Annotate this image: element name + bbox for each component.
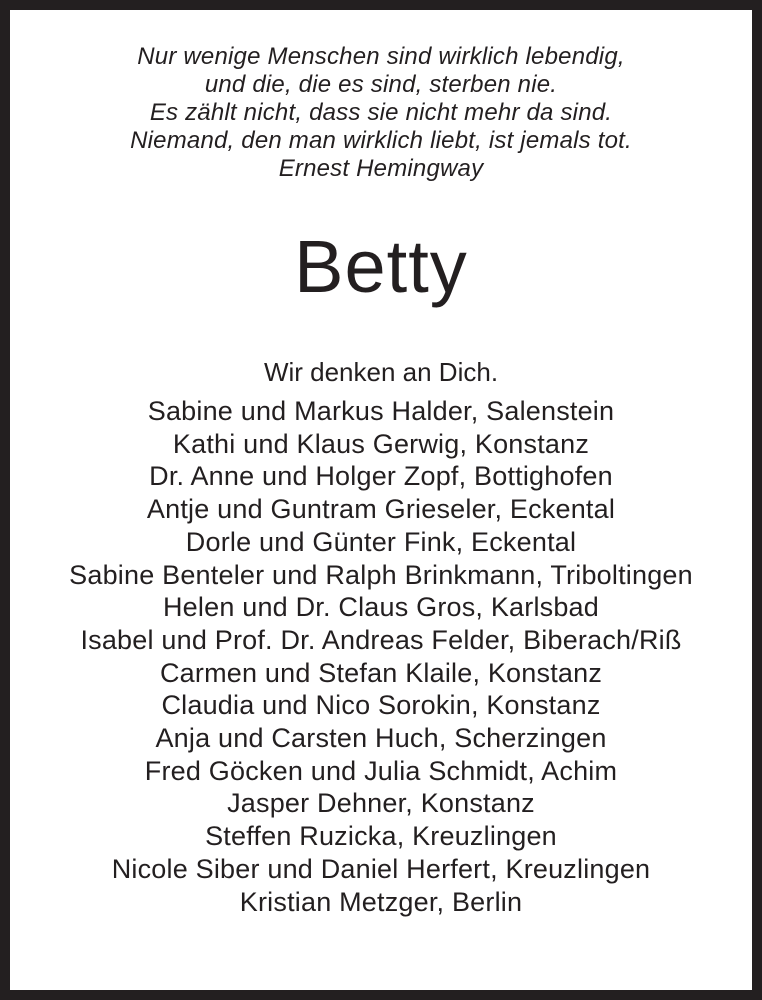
mourner-line: Carmen und Stefan Klaile, Konstanz	[159, 657, 603, 688]
mourner-line: Antje und Guntram Grieseler, Eckental	[146, 494, 616, 525]
mourner-line: Fred Göcken und Julia Schmidt, Achim	[144, 755, 618, 786]
mourner-line: Sabine Benteler und Ralph Brinkmann, Triboltingen	[69, 559, 693, 590]
mourner-line: Claudia und Nico Sorokin, Konstanz	[161, 690, 601, 721]
mourner-line: Sabine und Markus Halder, Salenstein	[147, 396, 615, 426]
quote-attribution: Ernest Hemingway	[278, 155, 484, 182]
deceased-name: Betty	[294, 225, 468, 308]
mourners-list	[10, 395, 752, 918]
mourner-line: Dr. Anne und Holger Zopf, Bottighofen	[149, 461, 613, 492]
quote-line: und die, die es sind, sterben nie.	[204, 71, 558, 98]
mourner-line: Kristian Metzger, Berlin	[239, 886, 523, 917]
mourner-line: Nicole Siber und Daniel Herfert, Kreuzlingen	[111, 853, 651, 884]
quote-line: Es zählt nicht, dass sie nicht mehr da sind.	[149, 99, 613, 126]
mourner-line: Kathi und Klaus Gerwig, Konstanz	[172, 428, 590, 459]
mourner-line: Helen und Dr. Claus Gros, Karlsbad	[162, 592, 599, 623]
quote-line: Niemand, den man wirklich liebt, ist jemals tot.	[130, 127, 632, 154]
dedication-text: Wir denken an Dich.	[263, 357, 499, 387]
mourner-line: Jasper Dehner, Konstanz	[227, 788, 535, 819]
quote-block	[10, 43, 752, 183]
mourner-line: Steffen Ruzicka, Kreuzlingen	[205, 821, 557, 852]
mourner-line: Isabel und Prof. Dr. Andreas Felder, Biberach/Riß	[80, 624, 682, 655]
mourner-line: Dorle und Günter Fink, Eckental	[185, 526, 577, 557]
mourner-line: Anja und Carsten Huch, Scherzingen	[155, 723, 607, 754]
quote-line: Nur wenige Menschen sind wirklich lebendig,	[137, 43, 625, 70]
